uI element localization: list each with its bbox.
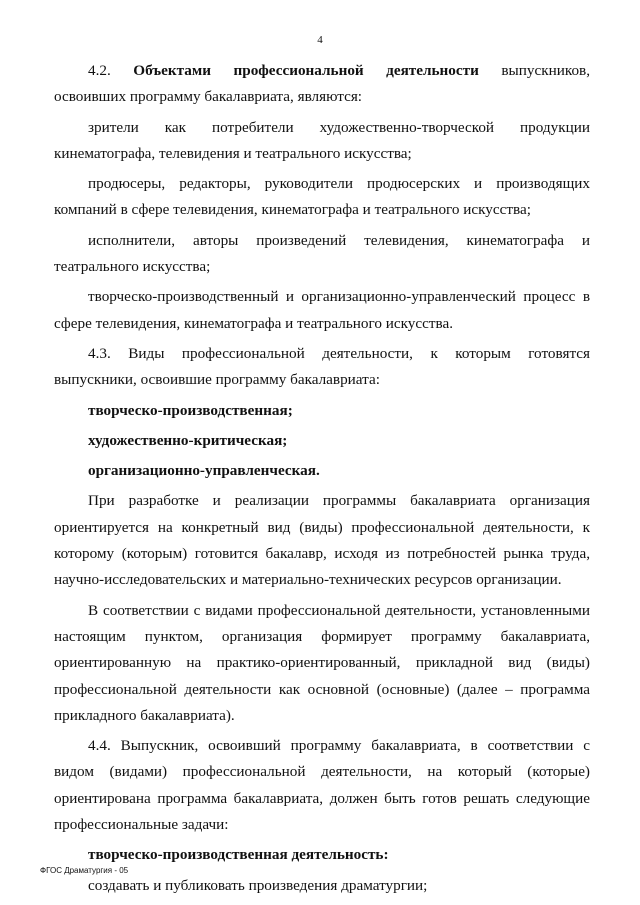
- page-number: 4: [317, 34, 323, 46]
- paragraph-4-2-text: выпускников, освоивших программу бакалавриата, являются:: [54, 62, 590, 106]
- footer-label: ФГОС Драматургия - 05: [40, 866, 129, 875]
- object-item-viewers: зрители как потребители художественно-творческой продукции кинематографа, телевидения и театрального искусства;: [54, 118, 590, 162]
- object-item-producers: продюсеры, редакторы, руководители продюсерских и производящих компаний в сфере телевидения, кинематографа и театрального искусства;: [54, 175, 590, 219]
- activity-type-organizational: организационно-управленческая.: [88, 462, 320, 480]
- activity-type-creative-production: творческо-производственная;: [88, 401, 293, 419]
- object-item-performers: исполнители, авторы произведений телевидения, кинематографа и театрального искусства;: [54, 231, 590, 276]
- paragraph-4-3: 4.3. Виды профессиональной деятельности, к которым готовятся выпускники, освоившие программу бакалавриата:: [54, 344, 590, 389]
- subheading-creative-production: творческо-производственная деятельность:: [88, 846, 389, 864]
- paragraph-4-4: 4.4. Выпускник, освоивший программу бакалавриата, в соответствии с видом (видами) профессиональной деятельности, на который (которые) ориентирована программа бакалавриата, должен быть готов решать следующие профессиональные задачи:: [54, 737, 590, 834]
- task-item-1: создавать и публиковать произведения драматургии;: [88, 876, 428, 894]
- activity-type-art-critical: художественно-критическая;: [88, 431, 288, 449]
- object-item-process: творческо-производственный и организационно-управленческий процесс в сфере телевидения, кинематографа и театрального искусства.: [54, 288, 590, 332]
- paragraph-4-2-number: 4.2.: [88, 62, 111, 79]
- paragraph-orientation: При разработке и реализации программы бакалавриата организация ориентируется на конкретный вид (виды) профессиональной деятельности, к которому (которым) готовится бакалавр, исходя из потребностей рынка труда, научно-исследовательских и материально-технических ресурсов организации.: [54, 492, 590, 589]
- document-body: [54, 58, 590, 899]
- paragraph-4-2-bold-term: Объектами профессиональной деятельности: [133, 62, 479, 79]
- paragraph-4-2: [54, 58, 590, 111]
- paragraph-accordance: В соответствии с видами профессиональной деятельности, установленными настоящим пунктом, организация формирует программу бакалавриата, ориентированную на практико-ориентированный, прикладной вид (виды) профессиональной деятельности как основной (основные) (далее – программа прикладного бакалавриата).: [54, 601, 590, 724]
